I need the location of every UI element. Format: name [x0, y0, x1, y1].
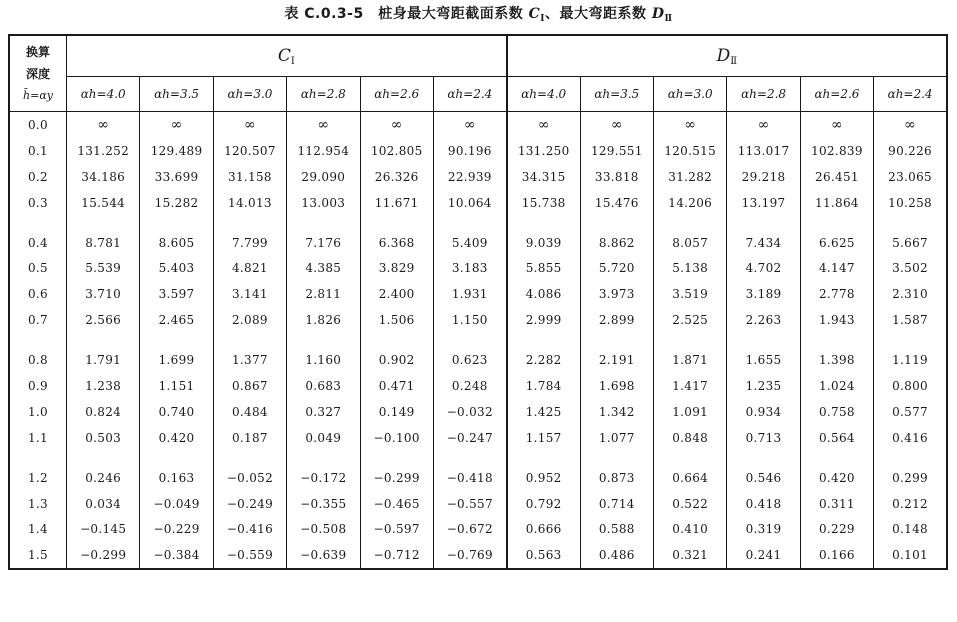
table-caption — [0, 4, 957, 29]
value-cell-c: −0.418 — [433, 451, 506, 491]
value-cell-d: 34.315 — [507, 164, 580, 190]
value-cell-d: 0.546 — [727, 451, 800, 491]
value-cell-c: 0.824 — [67, 399, 140, 425]
depth-cell: 0.0 — [28, 117, 48, 132]
value-cell-c: 15.544 — [67, 190, 140, 216]
value-cell-d: 1.398 — [800, 333, 873, 373]
depth-cell: 1.4 — [28, 522, 48, 537]
caption-d-symbol: $D_Ⅱ$ — [651, 6, 673, 24]
value-cell-c: ∞ — [140, 112, 213, 138]
value-cell-c: 3.183 — [433, 255, 506, 281]
value-cell-d: 0.666 — [507, 516, 580, 542]
value-cell-d: 1.235 — [727, 373, 800, 399]
value-cell-c: 1.238 — [67, 373, 140, 399]
value-cell-d: 0.588 — [580, 516, 653, 542]
value-cell-c: 34.186 — [67, 164, 140, 190]
value-cell-d: 26.451 — [800, 164, 873, 190]
depth-cell: 0.5 — [28, 261, 48, 276]
value-cell-c: 2.566 — [67, 307, 140, 333]
value-cell-c: −0.559 — [213, 542, 286, 569]
value-cell-d: 1.871 — [654, 333, 727, 373]
value-cell-c: −0.416 — [213, 516, 286, 542]
value-cell-c: 4.821 — [213, 255, 286, 281]
value-cell-c: −0.049 — [140, 491, 213, 517]
value-cell-c: 11.671 — [360, 190, 433, 216]
value-cell-d: 1.417 — [654, 373, 727, 399]
value-cell-d: 5.855 — [507, 255, 580, 281]
caption-middle: 、最大弯距系数 — [544, 6, 652, 22]
value-cell-d: 0.420 — [800, 451, 873, 491]
value-cell-c: −0.597 — [360, 516, 433, 542]
value-cell-c: −0.247 — [433, 425, 506, 451]
value-cell-d: 131.250 — [507, 138, 580, 164]
value-cell-c: −0.384 — [140, 542, 213, 569]
value-cell-d: 0.299 — [874, 451, 947, 491]
value-cell-c: 0.187 — [213, 425, 286, 451]
value-cell-d: 3.519 — [654, 281, 727, 307]
value-cell-c: −0.100 — [360, 425, 433, 451]
value-cell-c: −0.465 — [360, 491, 433, 517]
value-cell-d: 120.515 — [654, 138, 727, 164]
value-cell-c: −0.639 — [287, 542, 360, 569]
value-cell-d: 1.784 — [507, 373, 580, 399]
depth-cell: 0.2 — [28, 169, 48, 184]
value-cell-c: −0.299 — [67, 542, 140, 569]
value-cell-c: 1.931 — [433, 281, 506, 307]
column-header-d-3: αh=2.8 — [727, 77, 800, 112]
table-row — [9, 491, 947, 517]
value-cell-d: 2.899 — [580, 307, 653, 333]
value-cell-d: 15.738 — [507, 190, 580, 216]
value-cell-d: 129.551 — [580, 138, 653, 164]
value-cell-c: 0.163 — [140, 451, 213, 491]
value-cell-c: 29.090 — [287, 164, 360, 190]
depth-header-line3: h̄=αy — [23, 88, 53, 102]
value-cell-d: 2.525 — [654, 307, 727, 333]
table-row — [9, 373, 947, 399]
value-cell-d: 7.434 — [727, 216, 800, 256]
depth-header-line1: 换算 — [25, 44, 50, 59]
value-cell-c: 8.781 — [67, 216, 140, 256]
value-cell-c: 5.539 — [67, 255, 140, 281]
caption-c-symbol: $C_I$ — [528, 6, 545, 24]
value-cell-d: 0.848 — [654, 425, 727, 451]
value-cell-c: −0.229 — [140, 516, 213, 542]
value-cell-d: ∞ — [654, 112, 727, 138]
value-cell-c: 10.064 — [433, 190, 506, 216]
value-cell-d: 0.714 — [580, 491, 653, 517]
value-cell-d: 4.086 — [507, 281, 580, 307]
value-cell-c: 5.409 — [433, 216, 506, 256]
value-cell-d: 0.934 — [727, 399, 800, 425]
value-cell-d: 1.091 — [654, 399, 727, 425]
value-cell-d: 0.416 — [874, 425, 947, 451]
value-cell-d: 2.999 — [507, 307, 580, 333]
value-cell-d: 2.310 — [874, 281, 947, 307]
value-cell-c: 0.149 — [360, 399, 433, 425]
value-cell-d: 0.166 — [800, 542, 873, 569]
value-cell-d: 8.057 — [654, 216, 727, 256]
value-cell-c: 2.811 — [287, 281, 360, 307]
value-cell-c: −0.672 — [433, 516, 506, 542]
value-cell-c: 0.420 — [140, 425, 213, 451]
value-cell-c: 1.151 — [140, 373, 213, 399]
value-cell-d: 0.952 — [507, 451, 580, 491]
value-cell-d: 1.655 — [727, 333, 800, 373]
value-cell-d: 0.241 — [727, 542, 800, 569]
depth-cell: 1.2 — [28, 470, 48, 485]
value-cell-c: 2.400 — [360, 281, 433, 307]
value-cell-c: 112.954 — [287, 138, 360, 164]
value-cell-d: 0.564 — [800, 425, 873, 451]
value-cell-d: 102.839 — [800, 138, 873, 164]
value-cell-d: 0.792 — [507, 491, 580, 517]
value-cell-d: 29.218 — [727, 164, 800, 190]
depth-cell: 0.4 — [28, 235, 48, 250]
value-cell-c: 15.282 — [140, 190, 213, 216]
value-cell-d: 31.282 — [654, 164, 727, 190]
depth-cell: 0.3 — [28, 195, 48, 210]
value-cell-c: 2.465 — [140, 307, 213, 333]
value-cell-c: 13.003 — [287, 190, 360, 216]
coefficient-table — [8, 34, 948, 570]
value-cell-d: 3.502 — [874, 255, 947, 281]
table-row — [9, 112, 947, 138]
value-cell-d: 5.667 — [874, 216, 947, 256]
value-cell-c: 3.710 — [67, 281, 140, 307]
depth-cell: 0.7 — [28, 313, 48, 328]
value-cell-d: 10.258 — [874, 190, 947, 216]
value-cell-d: 23.065 — [874, 164, 947, 190]
value-cell-d: 1.342 — [580, 399, 653, 425]
column-header-c-2: αh=3.0 — [213, 77, 286, 112]
value-cell-d: 8.862 — [580, 216, 653, 256]
column-header-row — [9, 77, 947, 112]
table-body — [9, 112, 947, 570]
table-row — [9, 138, 947, 164]
value-cell-c: 0.503 — [67, 425, 140, 451]
value-cell-d: ∞ — [507, 112, 580, 138]
value-cell-d: 14.206 — [654, 190, 727, 216]
value-cell-d: 0.486 — [580, 542, 653, 569]
value-cell-d: 1.157 — [507, 425, 580, 451]
value-cell-d: 0.319 — [727, 516, 800, 542]
table-row — [9, 216, 947, 256]
value-cell-d: 1.698 — [580, 373, 653, 399]
value-cell-d: 3.973 — [580, 281, 653, 307]
value-cell-c: −0.172 — [287, 451, 360, 491]
value-cell-c: 22.939 — [433, 164, 506, 190]
value-cell-d: 0.522 — [654, 491, 727, 517]
value-cell-d: 0.212 — [874, 491, 947, 517]
value-cell-c: ∞ — [360, 112, 433, 138]
value-cell-c: −0.249 — [213, 491, 286, 517]
column-header-c-3: αh=2.8 — [287, 77, 360, 112]
value-cell-d: 5.720 — [580, 255, 653, 281]
value-cell-c: 1.826 — [287, 307, 360, 333]
value-cell-c: 0.484 — [213, 399, 286, 425]
value-cell-d: 0.229 — [800, 516, 873, 542]
value-cell-c: 1.791 — [67, 333, 140, 373]
value-cell-c: −0.145 — [67, 516, 140, 542]
value-cell-d: 1.943 — [800, 307, 873, 333]
value-cell-c: 0.867 — [213, 373, 286, 399]
value-cell-d: 113.017 — [727, 138, 800, 164]
value-cell-c: 0.327 — [287, 399, 360, 425]
value-cell-c: 33.699 — [140, 164, 213, 190]
value-cell-c: 3.829 — [360, 255, 433, 281]
value-cell-c: 0.049 — [287, 425, 360, 451]
value-cell-c: 0.623 — [433, 333, 506, 373]
table-row — [9, 399, 947, 425]
value-cell-d: 0.311 — [800, 491, 873, 517]
value-cell-d: 0.577 — [874, 399, 947, 425]
table-row — [9, 333, 947, 373]
value-cell-d: 0.800 — [874, 373, 947, 399]
depth-cell: 0.8 — [28, 353, 48, 368]
table-row — [9, 516, 947, 542]
value-cell-c: 1.699 — [140, 333, 213, 373]
value-cell-d: 0.410 — [654, 516, 727, 542]
value-cell-c: ∞ — [287, 112, 360, 138]
value-cell-c: 26.326 — [360, 164, 433, 190]
table-row — [9, 164, 947, 190]
value-cell-c: 1.160 — [287, 333, 360, 373]
value-cell-c: 0.034 — [67, 491, 140, 517]
value-cell-c: 3.597 — [140, 281, 213, 307]
value-cell-c: 129.489 — [140, 138, 213, 164]
value-cell-d: 1.119 — [874, 333, 947, 373]
column-header-c-0: αh=4.0 — [67, 77, 140, 112]
column-header-c-1: αh=3.5 — [140, 77, 213, 112]
value-cell-d: 2.191 — [580, 333, 653, 373]
value-cell-d: ∞ — [874, 112, 947, 138]
column-header-d-1: αh=3.5 — [580, 77, 653, 112]
value-cell-d: ∞ — [800, 112, 873, 138]
value-cell-c: 0.246 — [67, 451, 140, 491]
value-cell-c: 1.506 — [360, 307, 433, 333]
value-cell-c: −0.557 — [433, 491, 506, 517]
column-header-c-5: αh=2.4 — [433, 77, 506, 112]
table-row — [9, 255, 947, 281]
depth-cell: 1.5 — [28, 548, 48, 563]
depth-cell: 1.3 — [28, 496, 48, 511]
value-cell-c: 2.089 — [213, 307, 286, 333]
value-cell-c: 8.605 — [140, 216, 213, 256]
value-cell-d: 2.263 — [727, 307, 800, 333]
value-cell-d: 9.039 — [507, 216, 580, 256]
value-cell-d: 1.425 — [507, 399, 580, 425]
value-cell-c: −0.712 — [360, 542, 433, 569]
value-cell-c: 0.683 — [287, 373, 360, 399]
table-row — [9, 307, 947, 333]
value-cell-c: 14.013 — [213, 190, 286, 216]
value-cell-c: 90.196 — [433, 138, 506, 164]
value-cell-d: 0.418 — [727, 491, 800, 517]
table-row — [9, 451, 947, 491]
value-cell-c: 0.248 — [433, 373, 506, 399]
value-cell-c: −0.032 — [433, 399, 506, 425]
depth-header — [9, 35, 67, 112]
value-cell-d: 11.864 — [800, 190, 873, 216]
value-cell-c: ∞ — [213, 112, 286, 138]
value-cell-d: ∞ — [580, 112, 653, 138]
value-cell-c: 6.368 — [360, 216, 433, 256]
depth-header-line2: 深度 — [25, 66, 50, 81]
value-cell-d: 90.226 — [874, 138, 947, 164]
value-cell-d: 0.148 — [874, 516, 947, 542]
table-row — [9, 425, 947, 451]
value-cell-c: 102.805 — [360, 138, 433, 164]
value-cell-d: 0.321 — [654, 542, 727, 569]
value-cell-c: 7.176 — [287, 216, 360, 256]
depth-cell: 0.9 — [28, 378, 48, 393]
group-header-d: DⅡ — [507, 35, 947, 77]
value-cell-c: 7.799 — [213, 216, 286, 256]
value-cell-d: 0.101 — [874, 542, 947, 569]
value-cell-d: 0.873 — [580, 451, 653, 491]
value-cell-d: 2.282 — [507, 333, 580, 373]
value-cell-d: ∞ — [727, 112, 800, 138]
depth-cell: 0.6 — [28, 287, 48, 302]
column-header-d-2: αh=3.0 — [654, 77, 727, 112]
value-cell-c: 0.902 — [360, 333, 433, 373]
depth-cell: 0.1 — [28, 143, 48, 158]
column-header-d-5: αh=2.4 — [874, 77, 947, 112]
column-header-c-4: αh=2.6 — [360, 77, 433, 112]
value-cell-c: 3.141 — [213, 281, 286, 307]
value-cell-c: −0.299 — [360, 451, 433, 491]
value-cell-c: 0.471 — [360, 373, 433, 399]
table-row — [9, 190, 947, 216]
depth-cell: 1.1 — [28, 430, 48, 445]
value-cell-d: 13.197 — [727, 190, 800, 216]
value-cell-c: 31.158 — [213, 164, 286, 190]
value-cell-d: 15.476 — [580, 190, 653, 216]
value-cell-d: 0.758 — [800, 399, 873, 425]
value-cell-d: 1.024 — [800, 373, 873, 399]
value-cell-c: ∞ — [433, 112, 506, 138]
value-cell-d: 0.664 — [654, 451, 727, 491]
value-cell-c: 1.150 — [433, 307, 506, 333]
value-cell-c: −0.508 — [287, 516, 360, 542]
value-cell-d: 5.138 — [654, 255, 727, 281]
value-cell-d: 0.713 — [727, 425, 800, 451]
value-cell-d: 3.189 — [727, 281, 800, 307]
value-cell-c: −0.052 — [213, 451, 286, 491]
column-header-d-0: αh=4.0 — [507, 77, 580, 112]
column-header-d-4: αh=2.6 — [800, 77, 873, 112]
value-cell-c: −0.355 — [287, 491, 360, 517]
table-row — [9, 281, 947, 307]
depth-cell: 1.0 — [28, 404, 48, 419]
table-row — [9, 542, 947, 569]
value-cell-d: 4.702 — [727, 255, 800, 281]
value-cell-d: 6.625 — [800, 216, 873, 256]
value-cell-d: 2.778 — [800, 281, 873, 307]
value-cell-c: 4.385 — [287, 255, 360, 281]
value-cell-c: 131.252 — [67, 138, 140, 164]
value-cell-c: ∞ — [67, 112, 140, 138]
value-cell-d: 0.563 — [507, 542, 580, 569]
value-cell-c: 0.740 — [140, 399, 213, 425]
value-cell-d: 4.147 — [800, 255, 873, 281]
group-header-c: CI — [67, 35, 507, 77]
value-cell-d: 1.077 — [580, 425, 653, 451]
caption-prefix: 表 C.0.3-5 桩身最大弯距截面系数 — [284, 6, 529, 22]
value-cell-d: 1.587 — [874, 307, 947, 333]
value-cell-c: 1.377 — [213, 333, 286, 373]
value-cell-c: 5.403 — [140, 255, 213, 281]
value-cell-c: 120.507 — [213, 138, 286, 164]
value-cell-d: 33.818 — [580, 164, 653, 190]
value-cell-c: −0.769 — [433, 542, 506, 569]
